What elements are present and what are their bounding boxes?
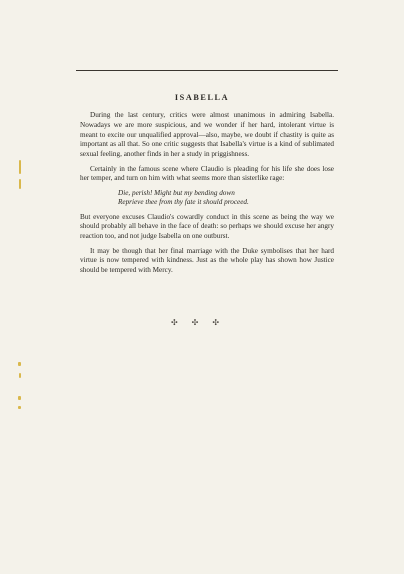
top-rule: [76, 70, 338, 71]
page-title: ISABELLA: [174, 93, 230, 102]
margin-mark: [19, 373, 21, 378]
paragraph-2: Certainly in the famous scene where Claudio is pleading for his life she does lose her temper, and turn on him with what seems more than sisterlike rage:: [80, 164, 334, 183]
margin-mark: [18, 362, 21, 366]
body-text: [80, 111, 334, 281]
verse-quote: [80, 189, 334, 208]
paragraph-4: It may be though that her final marriage with the Duke symbolises that her hard virtue is now tempered with kindness. Just as the whole play has shown how Justice should be tempered with Mercy.: [80, 246, 334, 275]
margin-mark: [19, 160, 21, 174]
paragraph-3: But everyone excuses Claudio's cowardly conduct in this scene as being the way we should probably all behave in the face of death: so perhaps we should excuse her angry reaction too, and not judge Isabella on one outburst.: [80, 212, 334, 241]
verse-line: Reprieve thee from thy fate it should proceed.: [118, 198, 249, 207]
margin-mark: [18, 396, 21, 400]
ornament-divider: ✣✣✣: [170, 318, 234, 327]
margin-mark: [19, 179, 21, 189]
margin-mark: [18, 406, 21, 409]
paragraph-1: During the last century, critics were almost unanimous in admiring Isabella. Nowadays we are more suspicious, and we wonder if her hard, intolerant virtue is meant to excite our unqualified approval—also, maybe, we doubt if chastity is quite as important as all that. So one critic suggests that Isabella's virtue is a kind of sublimated sexual feeling, another finds in her a study in priggishness.: [80, 111, 334, 159]
verse-line: Die, perish! Might but my bending down: [118, 188, 235, 197]
